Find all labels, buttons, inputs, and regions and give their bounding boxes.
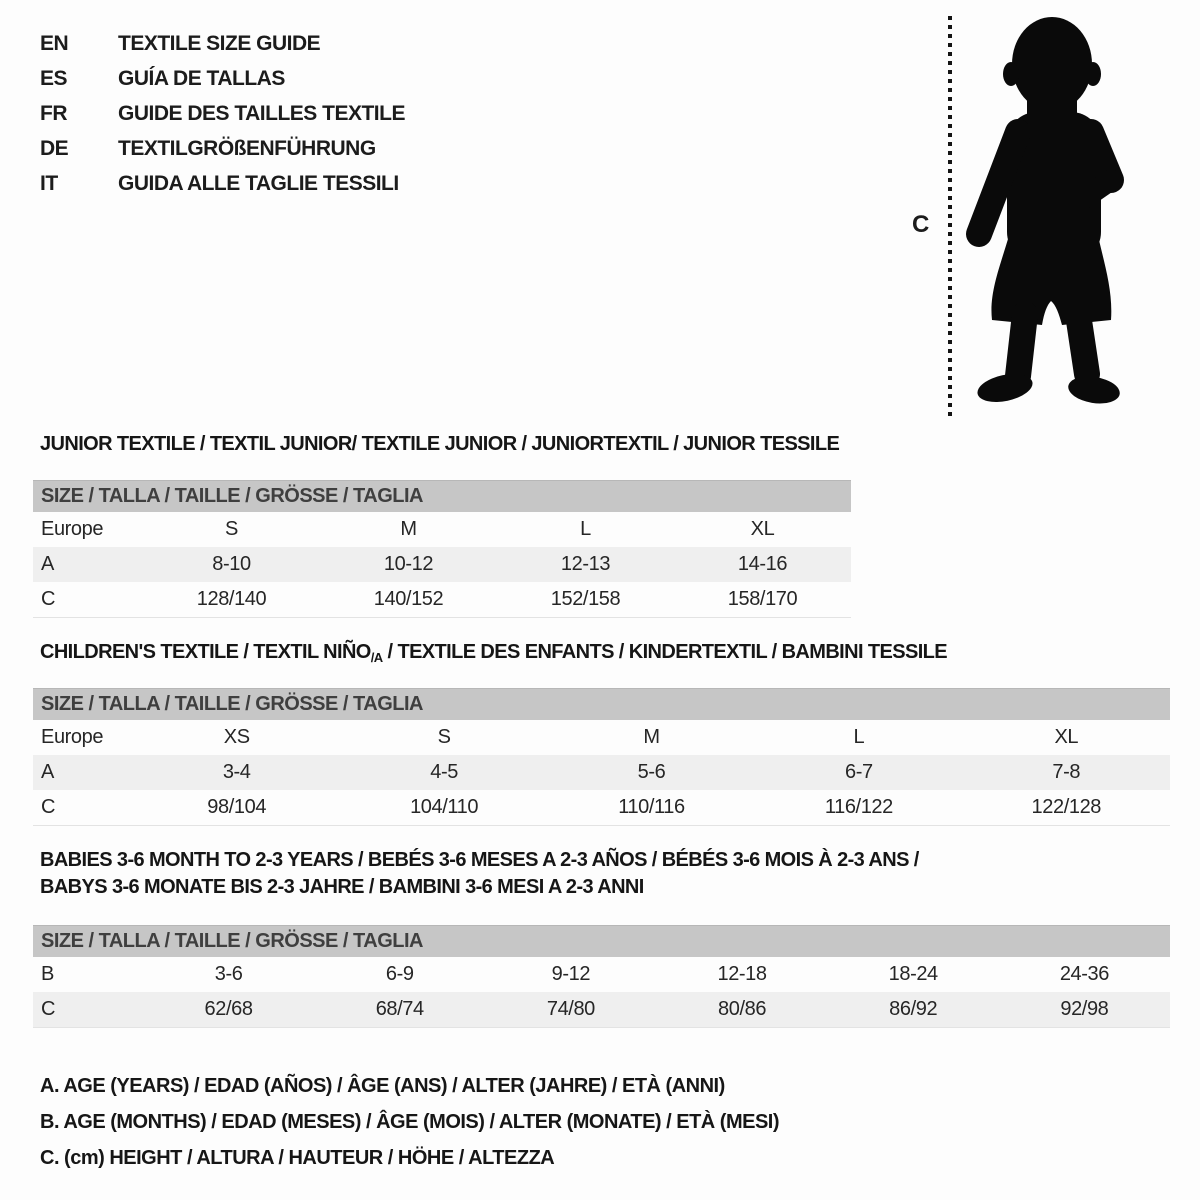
- table-cell: 158/170: [727, 588, 798, 610]
- table-cell: 104/110: [410, 796, 479, 818]
- table-cell: 24-36: [1059, 963, 1109, 985]
- table-cell: M: [643, 726, 660, 748]
- table-cell: XL: [1054, 726, 1079, 748]
- junior-size-table: [33, 480, 851, 618]
- table-cell: 3-4: [222, 761, 251, 783]
- table-cell: 128/140: [196, 588, 267, 610]
- table-cell: 80/86: [718, 998, 767, 1020]
- table-cell: 140/152: [373, 588, 444, 610]
- table-cell: 3-6: [214, 963, 243, 985]
- size-header-bar: SIZE / TALLA / TAILLE / GRÖSSE / TAGLIA: [33, 689, 1170, 721]
- table-cell: 6-7: [845, 761, 873, 783]
- lang-code: EN: [40, 31, 69, 55]
- lang-row-es: [40, 61, 405, 96]
- table-cell: 92/98: [1060, 998, 1109, 1020]
- row-label: C: [41, 588, 56, 610]
- table-cell: XS: [223, 726, 250, 748]
- children-title-pre: CHILDREN'S TEXTILE / TEXTIL NIÑO: [40, 641, 371, 663]
- table-cell: 116/122: [824, 796, 893, 818]
- table-cell: 9-12: [551, 963, 591, 985]
- row-label: Europe: [41, 518, 104, 540]
- table-cell: 8-10: [212, 553, 251, 575]
- table-cell: L: [853, 726, 865, 748]
- table-row-months: [33, 957, 1170, 992]
- table-cell: 14-16: [737, 553, 788, 575]
- toddler-silhouette-icon: [963, 14, 1135, 412]
- row-label: A: [41, 553, 54, 575]
- children-size-table: [33, 688, 1170, 826]
- lang-title: GUIDE DES TAILLES TEXTILE: [118, 101, 405, 125]
- children-section-title: [40, 641, 947, 665]
- size-header-bar: SIZE / TALLA / TAILLE / GRÖSSE / TAGLIA: [33, 481, 851, 513]
- legend-line-c: C. (cm) HEIGHT / ALTURA / HAUTEUR / HÖHE / ALTEZZA: [40, 1147, 555, 1169]
- row-label: A: [41, 761, 54, 783]
- lang-code: ES: [40, 66, 68, 90]
- table-cell: 12-13: [560, 553, 611, 575]
- table-cell: 5-6: [637, 761, 666, 783]
- table-cell: 62/68: [204, 998, 253, 1020]
- height-measure-label: C: [912, 211, 930, 238]
- lang-title: TEXTILE SIZE GUIDE: [118, 31, 321, 55]
- lang-code: DE: [40, 136, 69, 160]
- table-cell: 4-5: [430, 761, 458, 783]
- table-cell: 18-24: [888, 963, 938, 985]
- table-row-europe: [33, 512, 851, 547]
- table-cell: 12-18: [717, 963, 767, 985]
- table-cell: M: [400, 518, 417, 540]
- lang-title: GUÍA DE TALLAS: [118, 66, 285, 90]
- junior-section-title: JUNIOR TEXTILE / TEXTIL JUNIOR/ TEXTILE JUNIOR / JUNIORTEXTIL / JUNIOR TESSILE: [40, 433, 840, 455]
- children-title-post: / TEXTILE DES ENFANTS / KINDERTEXTIL / BAMBINI TESSILE: [382, 641, 948, 663]
- table-cell: S: [225, 518, 238, 540]
- row-label: C: [41, 796, 56, 818]
- table-cell: 10-12: [383, 553, 434, 575]
- table-cell: 86/92: [889, 998, 938, 1020]
- table-cell: 152/158: [550, 588, 621, 610]
- table-cell: 98/104: [207, 796, 267, 818]
- table-cell: 110/116: [618, 796, 685, 818]
- lang-title: TEXTILGRÖßENFÜHRUNG: [118, 136, 376, 160]
- lang-title: GUIDA ALLE TAGLIE TESSILI: [118, 171, 399, 195]
- lang-code: FR: [40, 101, 67, 125]
- height-measure-dashed-line: [948, 16, 952, 416]
- table-row-europe: [33, 720, 1170, 755]
- table-row-height: [33, 790, 1170, 826]
- table-cell: 122/128: [1031, 796, 1102, 818]
- lang-row-de: [40, 131, 405, 166]
- table-cell: L: [580, 518, 591, 540]
- table-row-age: [33, 547, 851, 582]
- babies-section-title-line2: BABYS 3-6 MONATE BIS 2-3 JAHRE / BAMBINI 3-6 MESI A 2-3 ANNI: [40, 876, 644, 898]
- size-header-bar: SIZE / TALLA / TAILLE / GRÖSSE / TAGLIA: [33, 926, 1170, 958]
- legend-line-b: B. AGE (MONTHS) / EDAD (MESES) / ÂGE (MOIS) / ALTER (MONATE) / ETÀ (MESI): [40, 1111, 780, 1133]
- children-title-sub: /A: [370, 650, 383, 665]
- babies-section-title-line1: BABIES 3-6 MONTH TO 2-3 YEARS / BEBÉS 3-6 MESES A 2-3 AÑOS / BÉBÉS 3-6 MOIS À 2-3 ANS /: [40, 849, 919, 871]
- table-cell: 74/80: [546, 998, 595, 1020]
- row-label: B: [41, 963, 54, 985]
- lang-row-it: [40, 166, 405, 201]
- table-row-height: [33, 582, 851, 618]
- table-cell: 68/74: [375, 998, 424, 1020]
- row-label: Europe: [41, 726, 104, 748]
- table-cell: XL: [750, 518, 775, 540]
- table-cell: 7-8: [1052, 761, 1081, 783]
- lang-row-fr: [40, 96, 405, 131]
- lang-code: IT: [40, 171, 58, 195]
- legend: [40, 1068, 779, 1176]
- babies-size-table: [33, 925, 1170, 1028]
- table-cell: S: [437, 726, 451, 748]
- row-label: C: [41, 998, 56, 1020]
- table-cell: 6-9: [385, 963, 414, 985]
- language-title-list: [40, 26, 405, 201]
- table-row-height: [33, 992, 1170, 1028]
- table-row-age: [33, 755, 1170, 790]
- legend-line-a: A. AGE (YEARS) / EDAD (AÑOS) / ÂGE (ANS) / ALTER (JAHRE) / ETÀ (ANNI): [40, 1075, 725, 1097]
- lang-row-en: [40, 26, 405, 61]
